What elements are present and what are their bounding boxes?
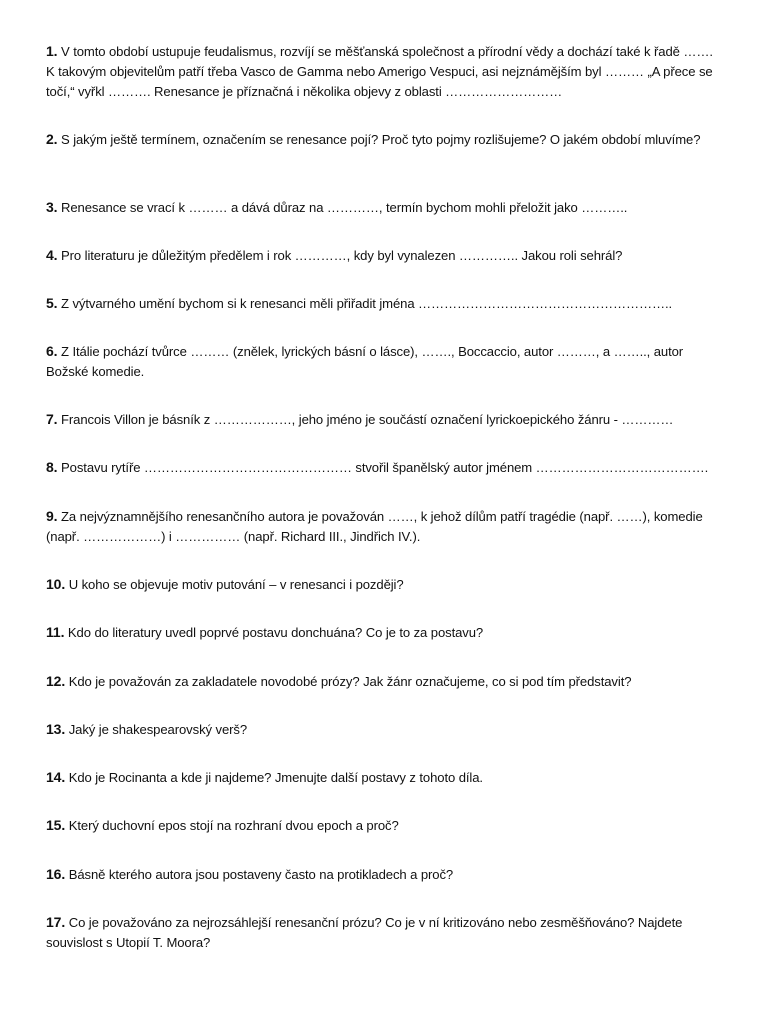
question-5 [46, 293, 716, 314]
question-number: 14. [46, 769, 66, 785]
question-number: 9. [46, 508, 58, 524]
question-number: 1. [46, 43, 58, 59]
question-number: 8. [46, 459, 58, 475]
question-text: Postavu rytíře ………………………………………… stvořil španělský autor jménem …………………………………. [57, 460, 709, 475]
question-number: 10. [46, 576, 66, 592]
question-text: Kdo do literatury uvedl poprvé postavu donchuána? Co je to za postavu? [64, 625, 484, 640]
question-number: 16. [46, 866, 66, 882]
question-text: S jakým ještě termínem, označením se renesance pojí? Proč tyto pojmy rozlišujeme? O jakém období mluvíme? [57, 132, 701, 147]
question-16 [46, 864, 716, 885]
question-number: 15. [46, 817, 66, 833]
question-text: Renesance se vrací k ……… a dává důraz na …………, termín bychom mohli přeložit jako ……….. [57, 200, 628, 215]
question-12 [46, 671, 716, 692]
question-text: U koho se objevuje motiv putování – v renesanci i později? [65, 577, 404, 592]
question-7 [46, 409, 716, 430]
question-number: 2. [46, 131, 58, 147]
question-text: Z výtvarného umění bychom si k renesanci měli přiřadit jména ………………………………………………….. [57, 296, 673, 311]
question-number: 4. [46, 247, 58, 263]
question-text: Pro literaturu je důležitým předělem i rok …………, kdy byl vynalezen ………….. Jakou roli sehrál? [57, 248, 623, 263]
question-number: 17. [46, 914, 66, 930]
question-11 [46, 622, 716, 643]
question-text: V tomto období ustupuje feudalismus, rozvíjí se měšťanská společnost a přírodní vědy a dochází také k řadě ……. K takovým objevitelům patří třeba Vasco de Gamma nebo Amerigo Vespuci, asi nejznámějším byl ……… „A přece se točí,“ vyřkl ………. Renesance je příznačná i několika objevy z oblasti ……………………… [46, 44, 713, 99]
question-number: 11. [46, 624, 65, 640]
question-text: Francois Villon je básník z ………………, jeho jméno je součástí označení lyrickoepického žánru - ………… [57, 412, 674, 427]
question-text: Kdo je považován za zakladatele novodobé prózy? Jak žánr označujeme, co si pod tím představit? [65, 674, 632, 689]
question-text: Kdo je Rocinanta a kde ji najdeme? Jmenujte další postavy z tohoto díla. [65, 770, 483, 785]
question-number: 6. [46, 343, 58, 359]
question-8 [46, 457, 716, 478]
question-9 [46, 506, 716, 547]
question-3 [46, 197, 716, 218]
question-number: 12. [46, 673, 66, 689]
question-text: Básně kterého autora jsou postaveny často na protikladech a proč? [65, 867, 454, 882]
question-number: 5. [46, 295, 58, 311]
question-17 [46, 912, 716, 953]
question-6 [46, 341, 716, 382]
question-14 [46, 767, 716, 788]
question-4 [46, 245, 716, 266]
question-1 [46, 41, 716, 102]
question-text: Z Itálie pochází tvůrce ……… (znělek, lyrických básní o lásce), ……., Boccaccio, autor ………, a …….., autor Božské komedie. [46, 344, 684, 379]
question-10 [46, 574, 716, 595]
question-text: Který duchovní epos stojí na rozhraní dvou epoch a proč? [65, 818, 399, 833]
question-number: 7. [46, 411, 58, 427]
question-2 [46, 129, 716, 150]
question-number: 3. [46, 199, 58, 215]
question-text: Jaký je shakespearovský verš? [65, 722, 248, 737]
question-15 [46, 815, 716, 836]
question-number: 13. [46, 721, 66, 737]
question-13 [46, 719, 716, 740]
question-text: Co je považováno za nejrozsáhlejší renesanční prózu? Co je v ní kritizováno nebo zesměšňováno? Najdete souvislost s Utopií T. Moora? [46, 915, 683, 950]
question-text: Za nejvýznamnějšího renesančního autora je považován ……, k jehož dílům patří tragédie (např. ……), komedie (např. ………………) i …………… (např. Richard III., Jindřich IV.). [46, 509, 703, 544]
